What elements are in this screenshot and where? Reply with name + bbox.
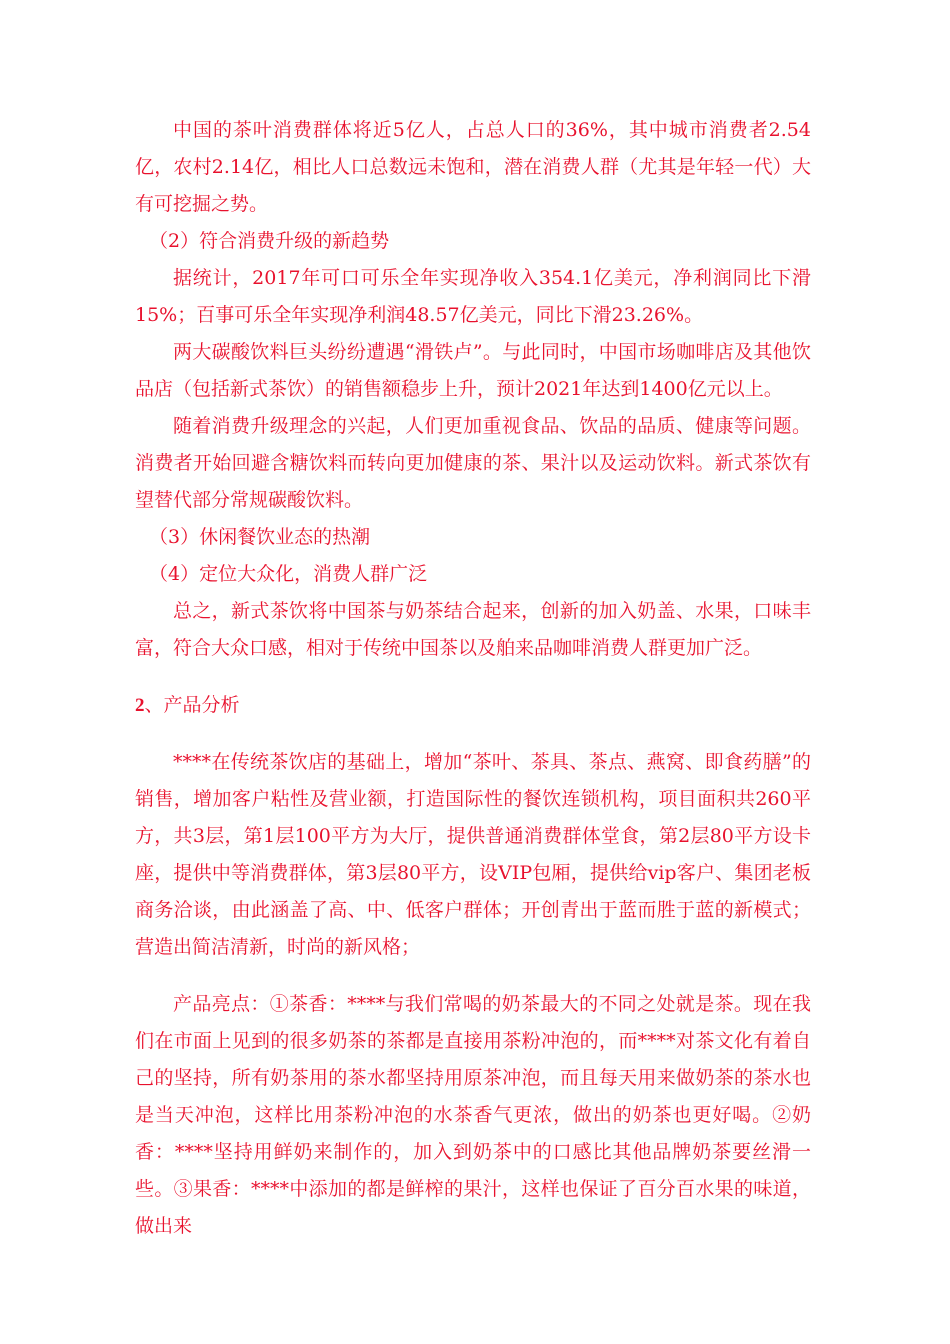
- paragraph-summary: 总之，新式茶饮将中国茶与奶茶结合起来，创新的加入奶盖、水果，口味丰富，符合大众口感，相对于传统中国茶以及舶来品咖啡消费人群更加广泛。: [135, 600, 811, 659]
- subheading-leisure-dining: （3）休闲餐饮业态的热潮: [149, 526, 371, 548]
- paragraph-carbonated-decline: 两大碳酸饮料巨头纷纷遭遇“滑铁卢”。与此同时，中国市场咖啡店及其他饮品店（包括新式茶饮）的销售额稳步上升，预计2021年达到1400亿元以上。: [135, 341, 811, 400]
- paragraph-product-highlights: 产品亮点：①茶香：****与我们常喝的奶茶最大的不同之处就是茶。现在我们在市面上见到的很多奶茶的茶都是直接用茶粉冲泡的，而****对茶文化有着自己的坚持，所有奶茶用的茶水都坚持用原茶冲泡，而且每天用来做奶茶的茶水也是当天冲泡，这样比用茶粉冲泡的水茶香气更浓，做出的奶茶也更好喝。②奶香：****坚持用鲜奶来制作的，加入到奶茶中的口感比其他品牌奶茶要丝滑一些。③果香：****中添加的都是鲜榨的果汁，这样也保证了百分百水果的味道，做出来: [135, 993, 811, 1237]
- subheading-mass-positioning: （4）定位大众化，消费人群广泛: [149, 563, 428, 585]
- paragraph-cola-statistics: 据统计，2017年可口可乐全年实现净收入354.1亿美元，净利润同比下滑15%；百事可乐全年实现净利润48.57亿美元，同比下滑23.26%。: [135, 267, 811, 326]
- paragraph-health-trend: 随着消费升级理念的兴起，人们更加重视食品、饮品的品质、健康等问题。消费者开始回避含糖饮料而转向更加健康的茶、果汁以及运动饮料。新式茶饮有望替代部分常规碳酸饮料。: [135, 415, 811, 511]
- paragraph-tea-consumers: 中国的茶叶消费群体将近5亿人，占总人口的36%，其中城市消费者2.54亿，农村2.14亿，相比人口总数远未饱和，潜在消费人群（尤其是年轻一代）大有可挖掘之势。: [135, 119, 811, 215]
- section-number: 2: [135, 695, 145, 716]
- subheading-consumption-upgrade: （2）符合消费升级的新趋势: [149, 230, 390, 252]
- paragraph-product-overview: ****在传统茶饮店的基础上，增加“茶叶、茶具、茶点、燕窝、即食药膳”的销售，增加客户粘性及营业额，打造国际性的餐饮连锁机构，项目面积共260平方，共3层，第1层100平方为大厅，提供普通消费群体堂食，第2层80平方设卡座，提供中等消费群体，第3层80平方，设VIP包厢，提供给vip客户、集团老板商务洽谈，由此涵盖了高、中、低客户群体；开创青出于蓝而胜于蓝的新模式；营造出简洁清新，时尚的新风格；: [135, 751, 811, 958]
- section-heading-product-analysis: [135, 687, 811, 724]
- section-title: 、产品分析: [144, 694, 240, 716]
- document-body: [135, 112, 811, 1245]
